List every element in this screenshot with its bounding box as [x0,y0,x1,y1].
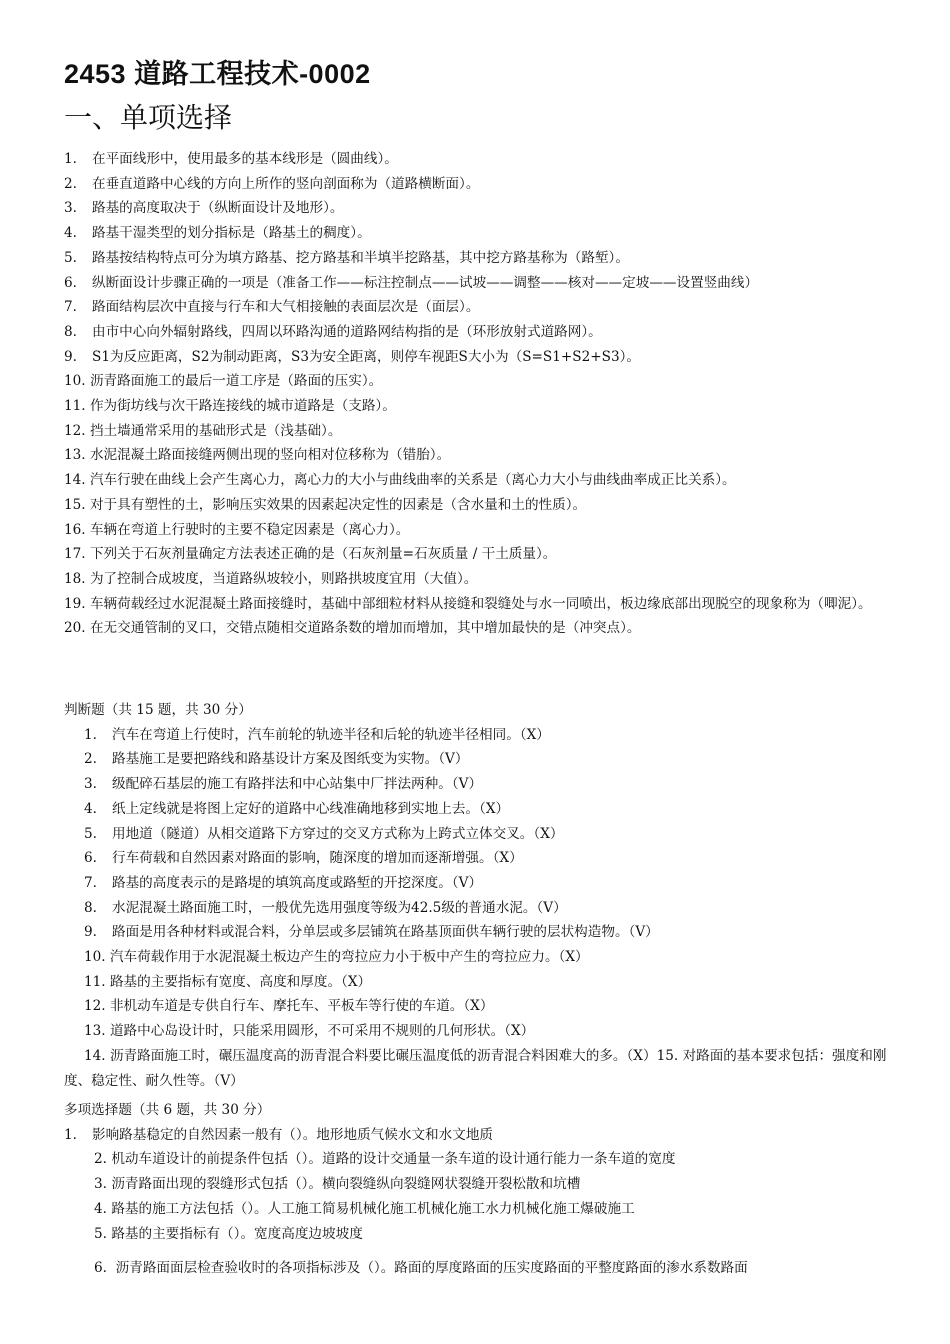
list-item: 5. 用地道（隧道）从相交道路下方穿过的交叉方式称为上跨式立体交叉。（X） [84,825,564,842]
list-item: 5. 路基的主要指标有（）。宽度高度边坡坡度 [94,1225,363,1242]
judgement-section [64,698,894,1093]
list-item: 12. 挡土墙通常采用的基础形式是（浅基础）。 [64,422,342,439]
list-item: 8. 由市中心向外辐射路线，四周以环路沟通的道路网结构指的是（环形放射式道路网）。 [64,323,602,340]
list-item: 19. 车辆荷载经过水泥混凝土路面接缝时，基础中部细粒材料从接缝和裂缝处与水一同喷出，板边缘底部出现脱空的现象称为（唧泥）。 [64,595,872,612]
list-item: 7. 路基的高度表示的是路堤的填筑高度或路堑的开挖深度。（V） [84,874,483,891]
list-item: 14. 汽车行驶在曲线上会产生离心力，离心力的大小与曲线曲率的关系是（离心力大小与曲线曲率成正比关系）。 [64,472,736,489]
list-item: 1. 汽车在弯道上行使时，汽车前轮的轨迹半径和后轮的轨迹半径相同。（X） [84,726,550,743]
list-item: 20. 在无交通管制的叉口，交错点随相交道路条数的增加而增加，其中增加最快的是（冲突点）。 [64,620,641,637]
list-item: 7. 路面结构层次中直接与行车和大气相接触的表面层次是（面层）。 [64,299,480,316]
list-item: 16. 车辆在弯道上行驶时的主要不稳定因素是（离心力）。 [64,521,410,538]
list-item: 12. 非机动车道是专供自行车、摩托车、平板车等行使的车道。（X） [84,998,494,1015]
section-heading-judgement: 判断题（共 15 题，共 30 分） [64,702,252,718]
list-item: 4. 路基干湿类型的划分指标是（路基土的稠度）。 [64,225,371,242]
section-heading-single-choice: 一、单项选择 [64,101,233,134]
list-item: 3. 路基的高度取决于（纵断面设计及地形）。 [64,200,344,217]
list-item: 5. 路基按结构特点可分为填方路基、挖方路基和半填半挖路基，其中挖方路基称为（路堑）。 [64,249,629,266]
list-item: 1. 在平面线形中，使用最多的基本线形是（圆曲线）。 [64,151,398,167]
list-item: 2. 在垂直道路中心线的方向上所作的竖向剖面称为（道路横断面）。 [64,175,480,192]
list-item: 4. 纸上定线就是将图上定好的道路中心线准确地移到实地上去。（X） [84,800,510,817]
list-item: 13. 水泥混凝土路面接缝两侧出现的竖向相对位移称为（错胎）。 [64,447,451,464]
list-item: 2. 路基施工是要把路线和路基设计方案及图纸变为实物。（V） [84,751,469,768]
list-item: 3. 级配碎石基层的施工有路拌法和中心站集中厂拌法两种。（V） [84,776,483,793]
list-item: 4. 路基的施工方法包括（）。人工施工简易机械化施工机械化施工水力机械化施工爆破施工 [94,1200,635,1217]
document-title: 2453 道路工程技术-0002 [64,59,371,89]
list-item: 14. 沥青路面施工时，碾压温度高的沥青混合料要比碾压温度低的沥青混合料困难大的多。（X）15. 对路面的基本要求包括：强度和刚度、稳定性、耐久性等。（V） [64,1047,887,1089]
list-item: 3. 沥青路面出现的裂缝形式包括（）。横向裂缝纵向裂缝网状裂缝开裂松散和坑槽 [94,1176,581,1193]
list-item: 10. 沥青路面施工的最后一道工序是（路面的压实）。 [64,373,383,390]
list-item: 9. S1为反应距离，S2为制动距离，S3为安全距离，则停车视距S大小为（S=S1+S2+S3）。 [64,348,640,365]
list-item: 9. 路面是用各种材料或混合料，分单层或多层铺筑在路基顶面供车辆行驶的层状构造物。（V） [84,924,659,941]
list-item: 18. 为了控制合成坡度，当道路纵坡较小，则路拱坡度宜用（大值）。 [64,570,478,587]
list-item: 11. 路基的主要指标有宽度、高度和厚度。（X） [84,973,372,990]
multi-choice-section [64,1098,894,1281]
list-item: 8. 水泥混凝土路面施工时，一般优先选用强度等级为42.5级的普通水泥。（V） [84,899,567,916]
list-item: 15. 对于具有塑性的土，影响压实效果的因素起决定性的因素是（含水量和土的性质）。 [64,496,587,513]
list-item: 6. 纵断面设计步骤正确的一项是（准备工作——标注控制点——试坡——调整——核对——定坡——设置竖曲线） [64,274,759,291]
list-item: 11. 作为街坊线与次干路连接线的城市道路是（支路）。 [64,398,396,415]
section-heading-multi-choice: 多项选择题（共 6 题，共 30 分） [64,1102,271,1118]
list-item: 6. 行车荷载和自然因素对路面的影响，随深度的增加而逐渐增强。（X） [84,850,523,867]
list-item: 17. 下列关于石灰剂量确定方法表述正确的是（石灰剂量=石灰质量 / 干土质量）。 [64,546,557,563]
list-item: 2. 机动车道设计的前提条件包括（）。道路的设计交通量一条车道的设计通行能力一条车道的宽度 [94,1151,676,1168]
single-choice-list [64,147,894,641]
list-item: 13. 道路中心岛设计时，只能采用圆形，不可采用不规则的几何形状。（X） [84,1023,535,1040]
list-item: 1. 影响路基稳定的自然因素一般有（）。地形地质气候水文和水文地质 [64,1126,494,1143]
list-item: 6. 沥青路面面层检查验收时的各项指标涉及（）。路面的厚度路面的压实度路面的平整度路面的渗水系数路面 [94,1260,748,1277]
list-item: 10. 汽车荷载作用于水泥混凝土板边产生的弯拉应力小于板中产生的弯拉应力。（X） [84,949,589,966]
